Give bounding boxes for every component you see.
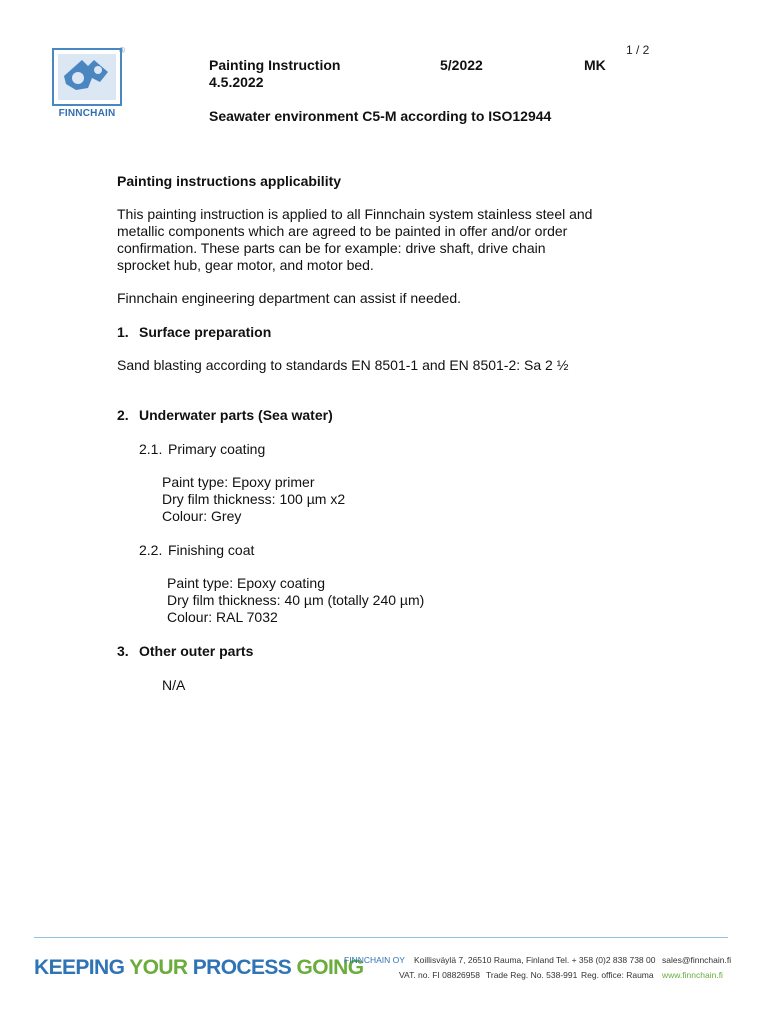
detail-line: Paint type: Epoxy primer [162, 474, 315, 490]
section-2-1-title: Primary coating [168, 441, 266, 457]
section-3-title: Other outer parts [139, 643, 254, 659]
doc-number: 5/2022 [440, 57, 483, 73]
doc-title: Painting Instruction [209, 57, 341, 73]
footer-company: FINNCHAIN OY [344, 955, 405, 965]
footer-vat: VAT. no. FI 08826958 [399, 970, 480, 980]
footer-divider [34, 937, 728, 938]
footer-email[interactable]: sales@finnchain.fi [662, 955, 732, 965]
section-1-title: Surface preparation [139, 324, 272, 340]
section-2-title: Underwater parts (Sea water) [139, 407, 333, 423]
section-1-number: 1. [117, 324, 129, 340]
section-3-text: N/A [162, 677, 186, 693]
slogan-word: GOING [296, 956, 364, 979]
detail-line: Colour: RAL 7032 [167, 609, 278, 625]
section-2-1-details [162, 474, 345, 525]
page-number: 1 / 2 [626, 43, 650, 57]
section-3-number: 3. [117, 643, 129, 659]
slogan-word: PROCESS [192, 956, 292, 979]
section-2-2-number: 2.2. [139, 542, 163, 558]
applicability-heading: Painting instructions applicability [117, 173, 342, 189]
paragraph-line: metallic components which are agreed to be painted in offer and/or order [117, 223, 568, 239]
registered-mark: ® [119, 46, 125, 55]
paragraph-line: confirmation. These parts can be for example: drive shaft, drive chain [117, 240, 546, 256]
slogan-word: YOUR [129, 956, 188, 979]
logo-text: FINNCHAIN [58, 108, 116, 119]
section-2-2-details [167, 575, 424, 626]
footer-slogan [34, 956, 363, 980]
section-1-text: Sand blasting according to standards EN 8501-1 and EN 8501-2: Sa 2 ½ [117, 357, 569, 373]
applicability-paragraph [117, 206, 657, 274]
paragraph-line: sprocket hub, gear motor, and motor bed. [117, 257, 374, 273]
detail-line: Dry film thickness: 40 µm (totally 240 µm) [167, 592, 425, 608]
footer-address: Koillisväylä 7, 26510 Rauma, Finland [414, 955, 554, 965]
footer-website[interactable]: www.finnchain.fi [662, 970, 723, 980]
doc-subtitle: Seawater environment C5-M according to ISO12944 [209, 108, 552, 124]
section-2-number: 2. [117, 407, 129, 423]
footer-reg-office: Reg. office: Rauma [581, 970, 654, 980]
paragraph-line: This painting instruction is applied to all Finnchain system stainless steel and [117, 206, 593, 222]
slogan-word: KEEPING [34, 956, 125, 979]
doc-date: 4.5.2022 [209, 74, 264, 90]
assist-text: Finnchain engineering department can assist if needed. [117, 290, 461, 306]
section-2-2-title: Finishing coat [168, 542, 255, 558]
detail-line: Dry film thickness: 100 µm x2 [162, 491, 346, 507]
section-2-1-number: 2.1. [139, 441, 163, 457]
detail-line: Colour: Grey [162, 508, 242, 524]
footer-phone: Tel. + 358 (0)2 838 738 00 [556, 955, 656, 965]
doc-author: MK [584, 57, 606, 73]
footer-trade-reg: Trade Reg. No. 538-991 [486, 970, 578, 980]
detail-line: Paint type: Epoxy coating [167, 575, 325, 591]
